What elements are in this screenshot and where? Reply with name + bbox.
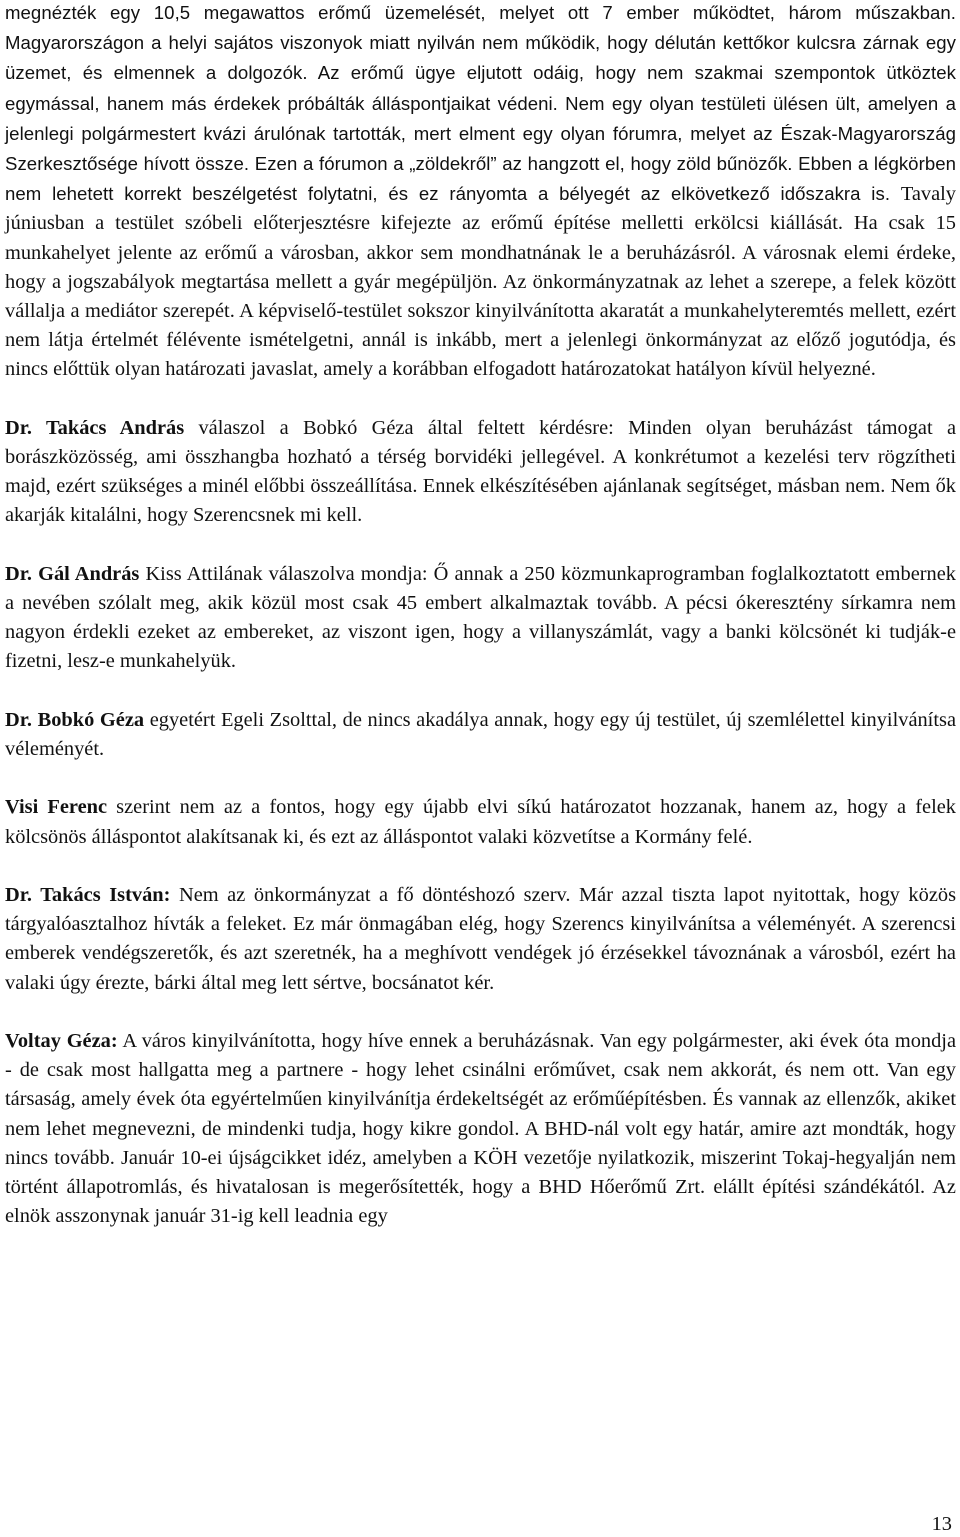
speaker-name: Dr. Takács István: bbox=[5, 884, 171, 907]
speaker-name: Dr. Takács András bbox=[5, 416, 185, 439]
document-body bbox=[5, 0, 956, 1261]
paragraph-text: szerint nem az a fontos, hogy egy újabb elvi síkú határozatot hozzanak, hanem az, hogy a felek kölcsönös álláspontot alakítsanak ki, és ezt az álláspontot valaki közvetítse a Kormány felé. bbox=[5, 796, 956, 848]
paragraph-bobko-geza bbox=[5, 706, 956, 764]
paragraph-gal-andras bbox=[5, 560, 956, 677]
speaker-name: Visi Ferenc bbox=[5, 796, 108, 819]
paragraph-voltay-geza bbox=[5, 1027, 956, 1231]
speaker-name: Dr. Gál András bbox=[5, 562, 140, 585]
paragraph-text: A város kinyilvánította, hogy híve ennek a beruházásnak. Van egy polgármester, aki évek óta mondja - de csak most hallgatta meg a partnere - hogy lehet csinálni erőművet, csak nem akkorát, és nem ott. Van egy társaság, amely évek óta egyértelműen kinyilvánítja érdekeltségét az erőműépítésben. És vannak az ellenzők, akiket nem lehet megnevezni, de mindenki tudja, hogy kikre gondol. A BHD-nál volt egy határ, amire azt mondták, hogy nincs tovább. Január 10-ei újságcikket idéz, amelyben a KÖH vezetője nyilatkozik, miszerint Tokaj-hegyalján nem történt állapotromlás, és hivatalosan is megerősítették, hogy a BHD Hőerőmű Zrt. elállt építési szándékától. Az elnök asszonynak január 31-ig kell leadnia egy bbox=[5, 1030, 956, 1228]
paragraph-power-plant bbox=[5, 0, 956, 385]
paragraph-text: egyetért Egeli Zsolttal, de nincs akadálya annak, hogy egy új testület, új szemlélettel kinyilvánítsa véleményét. bbox=[5, 708, 957, 761]
paragraph-text: Nem az önkormányzat a fő döntéshozó szerv. Már azzal tiszta lapot nyitottak, hogy közös tárgyalóasztalhoz hívták a feleket. Ez már önmagában elég, hogy Szerencs kinyilvánítsa a véleményét. A szerencsi emberek vendégszeretők, és azt szeretnék, ha a meghívott vendégek jó érzésekkel távoznának a városból, ezért ha valaki úgy érezte, bárki által meg lett sértve, bocsánatot kér. bbox=[5, 884, 956, 994]
paragraph-text: válaszol a Bobkó Géza által feltett kérdésre: Minden olyan beruházást támogat a borászközösség, ami összhangba hozható a térség borvidéki jellegével. A konkrétumot a kezelési terv rögzítheti majd, ezért szükséges a minél előbbi összeállítása. Ennek elkészítésében ajánlanak segítséget, másban nem. Nem ők akarják kitalálni, hogy Szerencsnek mi kell. bbox=[5, 416, 956, 527]
speaker-name: Voltay Géza: bbox=[5, 1030, 118, 1053]
paragraph-takacs-istvan bbox=[5, 881, 956, 998]
speaker-name: Dr. Bobkó Géza bbox=[5, 708, 145, 731]
paragraph-text: megnézték egy 10,5 megawattos erőmű üzemelését, melyet ott 7 ember működtet, három műszakban. Magyarországon a helyi sajátos viszonyok miatt nyilván nem működik, hogy délután kettőkor kulcsra zárnak egy üzemet, és elmennek a dolgozók. Az erőmű ügye eljutott odáig, hogy nem szakmai szempontok ütköztek egymással, hanem más érdekek próbálták álláspontjaikat védeni. Nem egy olyan testületi ülésen ült, amelyen a jelenlegi polgármestert kvázi árulónak tartották, mert elment egy olyan fórumra, melyet az Észak-Magyarország Szerkesztősége hívott össze. Ezen a fórumon a „zöldekről” az hangzott el, hogy zöld bűnözők. Ebben a légkörben nem lehetett korrekt beszélgetést folytatni, és ez rányomta a bélyegét az elkövetkező időszakra is. bbox=[5, 2, 956, 205]
paragraph-text: Kiss Attilának válaszolva mondja: Ő annak a 250 közmunkaprogramban foglalkoztatott embernek a nevében szólalt meg, akik közül most csak 45 embert alkalmaztak tovább. A pécsi ókeresztény sírkamra nem nagyon érdekli ezeket az embereket, az viszont igen, hogy a villanyszámlát, vagy a banki kölcsönét ki tudják-e fizetni, lesz-e munkahelyük. bbox=[5, 562, 956, 673]
paragraph-visi-ferenc bbox=[5, 793, 956, 851]
page-number: 13 bbox=[931, 1513, 952, 1535]
paragraph-takacs-andras bbox=[5, 414, 956, 531]
paragraph-text: Tavaly júniusban a testület szóbeli előterjesztésre kifejezte az erőmű építése melletti erkölcsi kiállását. Ha csak 15 munkahelyet jelente az erőmű a városban, akkor sem mondhatnának le a beruházásról. A városnak elemi érdeke, hogy a jogszabályok megtartása mellett a gyár megépüljön. Az önkormányzatnak az lehet a szerepe, a felek között vállalja a mediátor szerepét. A képviselő-testület sokszor kinyilvánította akaratát a munkahelyteremtés mellett, ezért nem látja értelmét félévente ismételgetni, annál is inkább, mert a jelenlegi önkormányzat az előző jogutódja, és nincs előttük olyan határozati javaslat, amely a korábban elfogadott határozatokat hatályon kívül helyezné. bbox=[5, 183, 956, 381]
